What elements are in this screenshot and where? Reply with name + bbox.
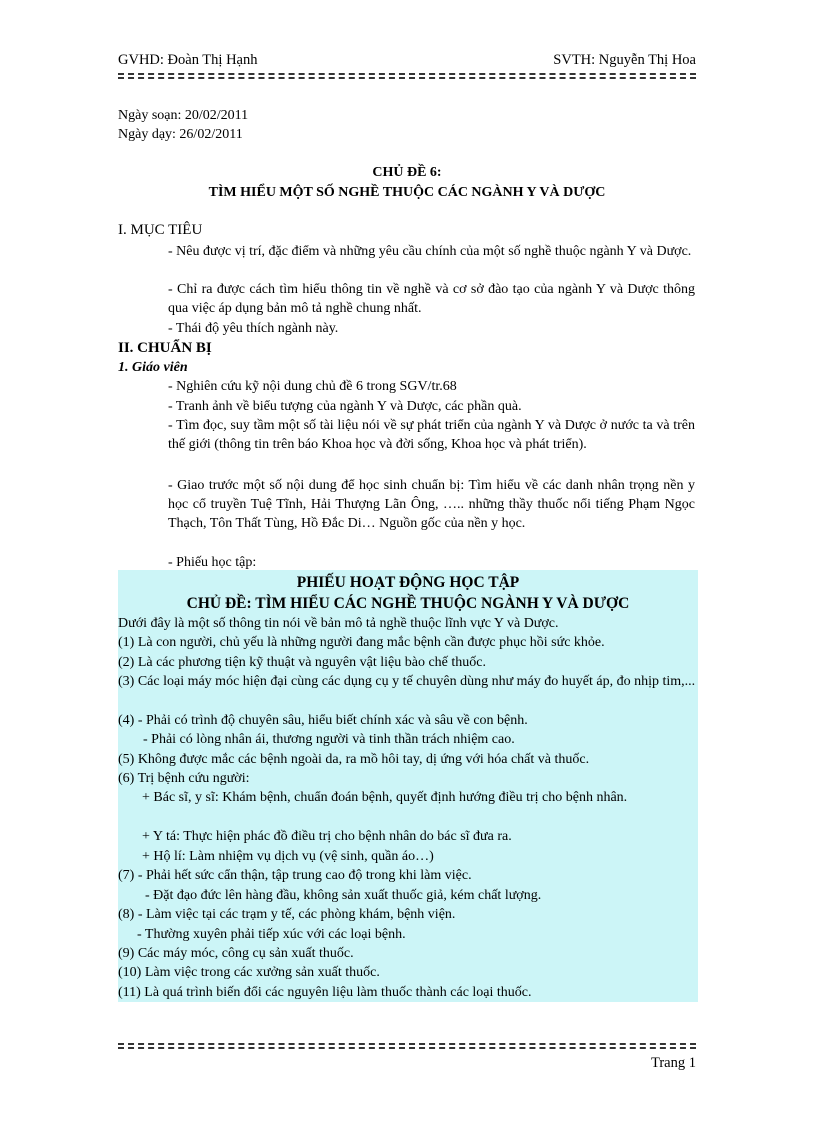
worksheet-line: (5) Không được mắc các bệnh ngoài da, ra mồ hôi tay, dị ứng với hóa chất và thuốc.	[118, 752, 590, 767]
topic-number: CHỦ ĐỀ 6:	[372, 165, 442, 180]
prep-item: - Phiếu học tập:	[168, 555, 257, 570]
worksheet-line: (11) Là quá trình biến đổi các nguyên liệu làm thuốc thành các loại thuốc.	[118, 985, 532, 1000]
worksheet-line: - Phải có lòng nhân ái, thương người và tinh thần trách nhiệm cao.	[143, 732, 515, 747]
topic-title: TÌM HIỂU MỘT SỐ NGHỀ THUỘC CÁC NGÀNH Y VÀ DƯỢC	[208, 185, 606, 200]
header-instructor: GVHD: Đoàn Thị Hạnh	[118, 52, 258, 68]
page-number: Trang 1	[651, 1055, 696, 1071]
prep-item: - Giao trước một số nội dung để học sinh chuẩn bị: Tìm hiểu về các danh nhân trọng nền y học cổ truyền Tuệ Tĩnh, Hải Thượng Lãn Ông, ….. những thầy thuốc nổi tiếng Phạm Ngọc Thạch, Tôn Thất Tùng, Hồ Đắc Di… Nguồn gốc của nền y học.	[168, 478, 695, 531]
worksheet-line: - Đặt đạo đức lên hàng đầu, không sản xuất thuốc giả, kém chất lượng.	[145, 888, 542, 903]
worksheet-subtitle: CHỦ ĐỀ: TÌM HIỂU CÁC NGHỀ THUỘC NGÀNH Y VÀ DƯỢC	[186, 595, 630, 612]
worksheet-line: (7) - Phải hết sức cẩn thận, tập trung cao độ trong khi làm việc.	[118, 868, 472, 883]
date-taught: Ngày dạy: 26/02/2011	[118, 127, 243, 142]
worksheet-line: + Hộ lí: Làm nhiệm vụ dịch vụ (vệ sinh, quần áo…)	[142, 849, 434, 864]
section-objectives-heading: I. MỤC TIÊU	[118, 222, 203, 238]
worksheet-line: (1) Là con người, chủ yếu là những người đang mắc bệnh cần được phục hồi sức khỏe.	[118, 635, 605, 650]
page-header	[118, 52, 696, 72]
worksheet-line: (4) - Phải có trình độ chuyên sâu, hiểu biết chính xác và sâu về con bệnh.	[118, 713, 528, 728]
worksheet-line: (3) Các loại máy móc hiện đại cùng các dụng cụ y tế chuyên dùng như máy đo huyết áp, đo nhịp tim,...	[118, 674, 696, 689]
section-preparation-heading: II. CHUẨN BỊ	[118, 340, 212, 356]
date-prepared: Ngày soạn: 20/02/2011	[118, 108, 249, 123]
worksheet-line: (6) Trị bệnh cứu người:	[118, 771, 250, 786]
prep-item: - Nghiên cứu kỹ nội dung chủ đề 6 trong SGV/tr.68	[168, 379, 457, 394]
worksheet-line: Dưới đây là một số thông tin nói về bản mô tả nghề thuộc lĩnh vực Y và Dược.	[118, 616, 559, 631]
worksheet-line: (9) Các máy móc, công cụ sản xuất thuốc.	[118, 946, 354, 961]
prep-item: - Tranh ảnh về biểu tượng của ngành Y và Dược, các phần quà.	[168, 399, 522, 414]
prep-item: - Tìm đọc, suy tầm một số tài liệu nói về sự phát triển của ngành Y và Dược ở nước ta và trên thế giới (thông tin trên báo Khoa học và đời sống, Khoa học và phát triển).	[168, 418, 695, 452]
worksheet-line: (2) Là các phương tiện kỹ thuật và nguyên vật liệu bào chế thuốc.	[118, 655, 486, 670]
objective-item: - Nêu được vị trí, đặc điểm và những yêu cầu chính của một số nghề thuộc ngành Y và Dược.	[168, 244, 692, 259]
worksheet-title: PHIẾU HOẠT ĐỘNG HỌC TẬP	[296, 574, 520, 591]
worksheet-line: + Y tá: Thực hiện phác đồ điều trị cho bệnh nhân do bác sĩ đưa ra.	[142, 829, 512, 844]
worksheet-line: (8) - Làm việc tại các trạm y tế, các phòng khám, bệnh viện.	[118, 907, 456, 922]
header-student: SVTH: Nguyễn Thị Hoa	[553, 52, 696, 68]
objective-item: - Chỉ ra được cách tìm hiểu thông tin về nghề và cơ sở đào tạo của ngành Y và Dược thông qua việc áp dụng bản mô tả nghề chung nhất.	[168, 282, 695, 316]
header-divider	[118, 73, 696, 79]
footer-divider	[118, 1043, 696, 1049]
objective-item: - Thái độ yêu thích ngành này.	[168, 321, 339, 336]
teacher-subheading: 1. Giáo viên	[118, 360, 188, 375]
worksheet-line: + Bác sĩ, y sĩ: Khám bệnh, chuẩn đoán bệnh, quyết định hướng điều trị cho bệnh nhân.	[142, 790, 628, 805]
worksheet-line: (10) Làm việc trong các xưởng sản xuất thuốc.	[118, 965, 380, 980]
worksheet-line: - Thường xuyên phải tiếp xúc với các loại bệnh.	[137, 927, 406, 942]
